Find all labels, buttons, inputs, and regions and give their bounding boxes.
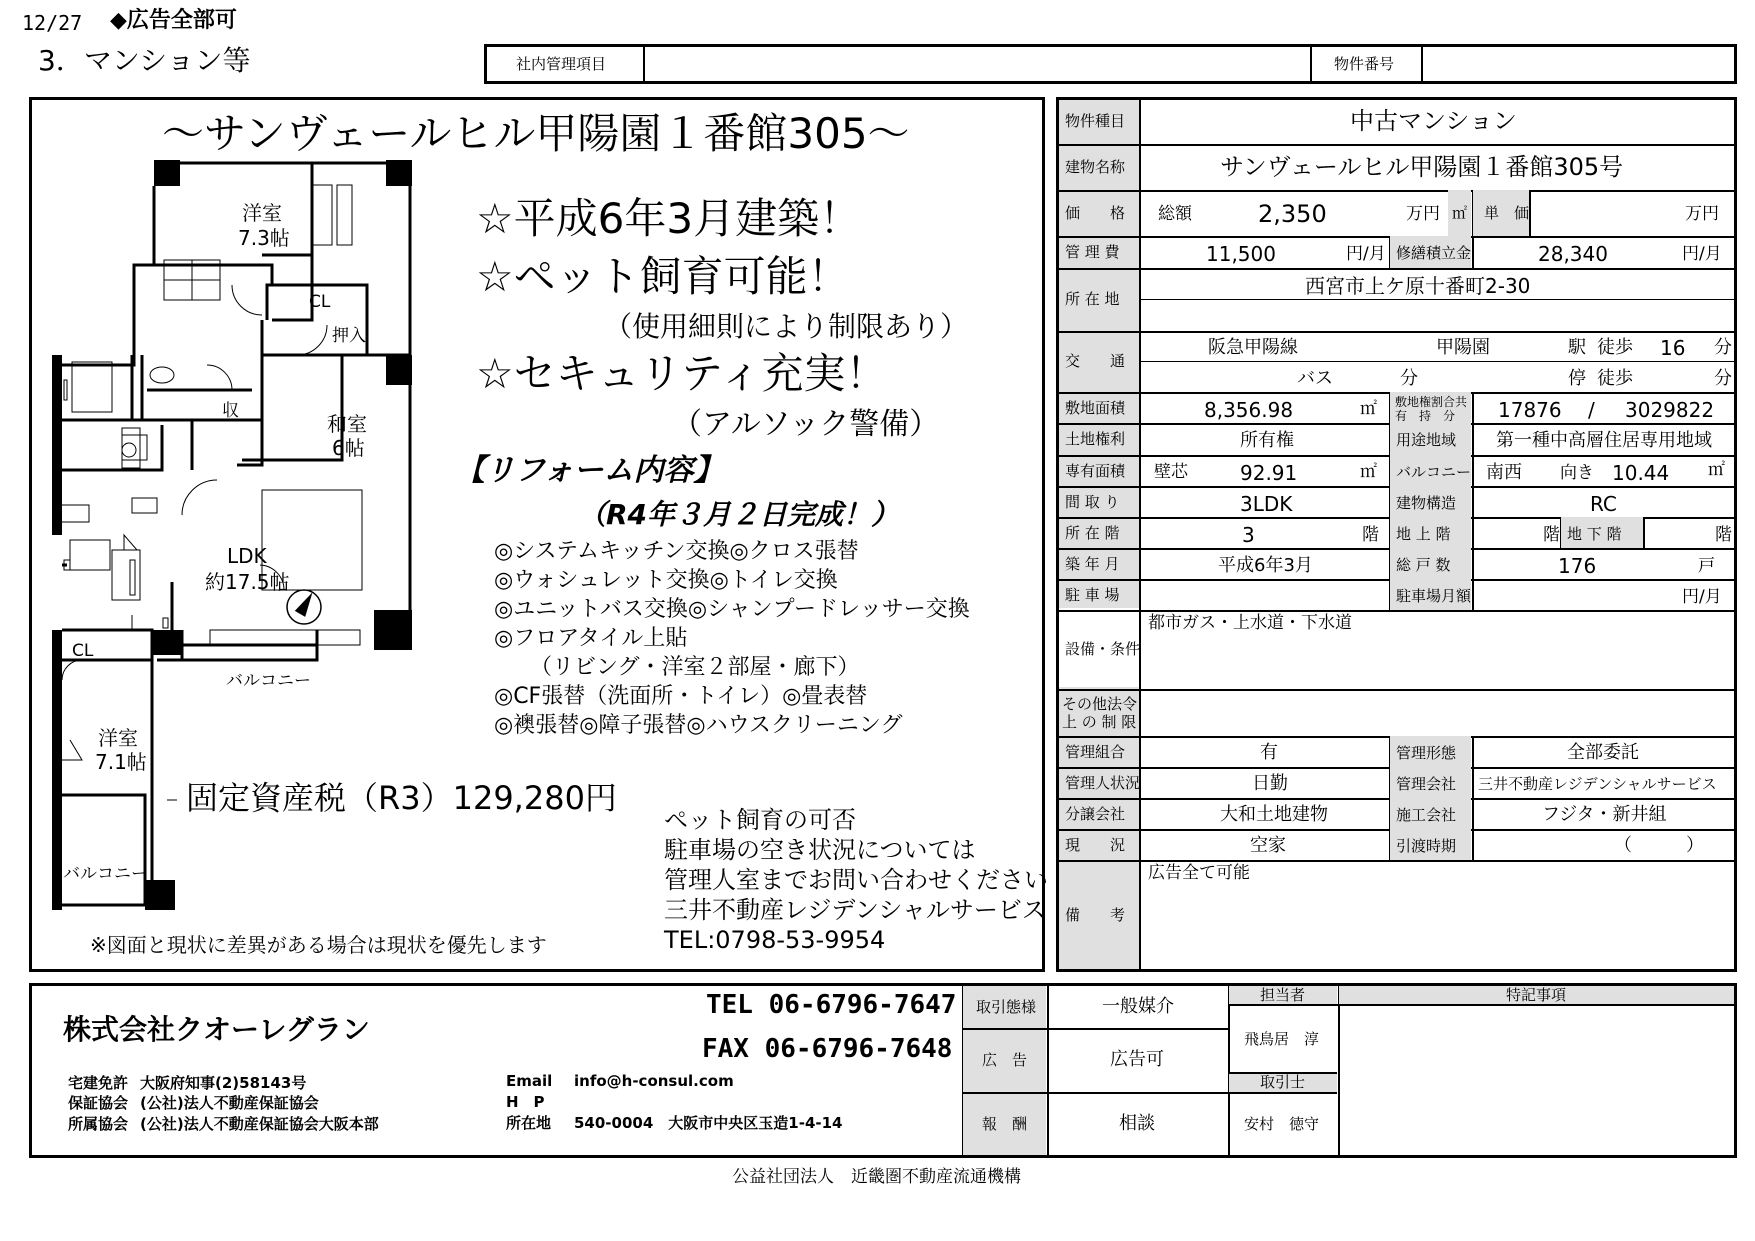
- label-hikiwatashi: 引渡時期: [1396, 837, 1457, 855]
- reform-title: 【リフォーム内容】: [455, 453, 724, 488]
- val-addr: 西宮市上ケ原十番町2-30: [1305, 274, 1531, 298]
- val-madori: 3LDK: [1240, 492, 1293, 516]
- fun2-label: 分: [1714, 368, 1732, 389]
- contact-line: 管理人室までお問い合わせください: [664, 866, 1048, 894]
- contact-line: 三井不動産レジデンシャルサービス: [664, 896, 1046, 924]
- plan-ldk: LDK: [227, 544, 267, 568]
- property-tax: 固定資産税（R3）129,280円: [186, 779, 617, 817]
- plan-room1: 洋室: [242, 201, 282, 225]
- plan-ldk-size: 約17.5帖: [205, 570, 290, 594]
- label-chusha: 駐 車 場: [1065, 586, 1120, 604]
- label-keitai: 管理形態: [1396, 744, 1457, 762]
- val-shubetsu: 中古マンション: [1350, 107, 1517, 135]
- label-senyu: 専有面積: [1065, 462, 1126, 480]
- label-setsubi: 設備・条件: [1065, 640, 1141, 658]
- val-bal-area: 10.44: [1612, 461, 1670, 485]
- wari-label2: 有 持 分: [1395, 409, 1456, 423]
- point-2: ☆ペット飼育可能！: [476, 252, 850, 301]
- muki-label: 向き: [1560, 463, 1594, 483]
- label-shuzen: 修繕積立金: [1396, 244, 1472, 262]
- plan-washitsu-size: 6帖: [332, 436, 365, 460]
- val-shiki: 8,356.98: [1204, 398, 1294, 422]
- val-shuzen: 28,340: [1538, 242, 1608, 266]
- bottom-org: 公益社団法人 近畿圏不動産流通機構: [732, 1167, 1021, 1187]
- tanto-label: 担当者: [1260, 986, 1306, 1004]
- val-kozo: RC: [1590, 492, 1617, 516]
- reform-item: ◎システムキッチン交換◎クロス張替: [494, 539, 859, 564]
- hosho-value: (公社)法人不動産保証協会: [140, 1094, 319, 1112]
- label-bunjo: 分譲会社: [1065, 805, 1126, 823]
- price-unit: 万円: [1406, 204, 1440, 224]
- val-genkyo: 空家: [1250, 835, 1286, 856]
- mgmt-label: 社内管理項目: [516, 55, 607, 73]
- shiki-unit: ㎡: [1360, 399, 1377, 419]
- office-addr: 540-0004 大阪市中央区玉造1-4-14: [574, 1114, 843, 1132]
- company-tel: TEL 06-6796-7647: [706, 990, 957, 1020]
- kanri-unit: 円/月: [1346, 244, 1386, 264]
- section-title: 3．マンション等: [38, 44, 251, 77]
- hekishin-label: 壁芯: [1154, 462, 1188, 482]
- plan-balcony1: バルコニー: [226, 671, 311, 691]
- plan-room2: 洋室: [98, 726, 138, 750]
- val-minutes: 16: [1660, 336, 1686, 360]
- shozoku-value: (公社)法人不動産保証協会大阪本部: [140, 1115, 379, 1133]
- reform-item: （リビング・洋室２部屋・廊下）: [530, 655, 860, 680]
- prop-no-label: 物件番号: [1334, 55, 1395, 73]
- val-yoto: 第一種中高層住居専用地域: [1496, 430, 1712, 451]
- val-seko: フジタ・新井組: [1542, 804, 1667, 825]
- label-kai: 所 在 階: [1065, 524, 1120, 542]
- reform-item: ◎ウォシュレット交換◎トイレ交換: [494, 568, 838, 593]
- label-chushag: 駐車場月額: [1396, 587, 1472, 605]
- reform-item: ◎CF張替（洗面所・トイレ）◎畳表替: [494, 684, 868, 709]
- label-kotsu: 交 通: [1065, 352, 1126, 370]
- point-5: （アルソック警備）: [672, 407, 940, 442]
- val-biko: 広告全て可能: [1148, 863, 1250, 883]
- plan-room2-size: 7.1帖: [95, 750, 147, 774]
- shuzen-unit: 円/月: [1682, 244, 1722, 264]
- chijo-unit: 階: [1543, 525, 1560, 545]
- reform-item: ◎襖張替◎障子張替◎ハウスクリーニング: [494, 713, 903, 738]
- point-1: ☆平成6年3月建築！: [476, 194, 862, 243]
- label-kanrinin: 管理人状況: [1065, 774, 1141, 792]
- ad-title: ～サンヴェールヒル甲陽園１番館305～: [162, 109, 910, 158]
- torihiki-value: 一般媒介: [1102, 996, 1174, 1017]
- contact-tel: TEL:0798-53-9954: [664, 926, 886, 954]
- email-link[interactable]: info@h-consul.com: [574, 1072, 734, 1090]
- label-addr: 所 在 地: [1065, 290, 1120, 308]
- label-genkyo: 現 況: [1065, 836, 1126, 854]
- reform-item: ◎フロアタイル上貼: [494, 626, 688, 651]
- label-kozo: 建物構造: [1396, 494, 1457, 512]
- label-hoka1: その他法令: [1062, 695, 1138, 713]
- soko-unit: 戸: [1698, 556, 1715, 576]
- val-senyu: 92.91: [1240, 461, 1298, 485]
- val-kanri: 11,500: [1206, 242, 1276, 266]
- eki-label: 駅: [1568, 337, 1586, 358]
- wari-slash: /: [1588, 398, 1595, 422]
- point-3: （使用細則により制限あり）: [604, 310, 969, 343]
- label-price: 価 格: [1065, 204, 1126, 222]
- label-kenri: 土地権利: [1065, 430, 1126, 448]
- val-bal-dir: 南西: [1486, 462, 1522, 483]
- contact-line: 駐車場の空き状況については: [664, 836, 976, 864]
- val-bunjo: 大和土地建物: [1220, 804, 1328, 825]
- label-chiku: 築 年 月: [1065, 555, 1120, 573]
- label-kanri: 管 理 費: [1065, 243, 1120, 261]
- point-4: ☆セキュリティ充実！: [476, 349, 888, 398]
- plan-cl1: CL: [309, 292, 331, 312]
- date: 12/27: [22, 11, 83, 35]
- label-balcony: バルコニー: [1396, 463, 1472, 481]
- senyu-unit: ㎡: [1360, 462, 1377, 482]
- label-seko: 施工会社: [1396, 806, 1457, 824]
- label-hoka2: 上 の 制 限: [1062, 713, 1137, 731]
- kokoku-label: 広 告: [982, 1051, 1028, 1069]
- company-name: 株式会社クオーレグラン: [63, 1013, 370, 1046]
- plan-balcony2: バルコニー: [63, 864, 148, 884]
- hosho-label: 保証協会: [68, 1094, 129, 1112]
- val-soko: 176: [1558, 554, 1597, 578]
- val-kanrinin: 日勤: [1252, 773, 1288, 794]
- reform-item: ◎ユニットバス交換◎シャンプードレッサー交換: [494, 597, 970, 622]
- label-chika: 地 下 階: [1567, 525, 1622, 543]
- compass-icon: [287, 589, 321, 624]
- torihikishi-value: 安村 徳守: [1244, 1115, 1320, 1133]
- plan-oshiire: 押入: [332, 326, 366, 346]
- label-soko: 総 戸 数: [1396, 556, 1451, 574]
- val-chiku: 平成6年3月: [1218, 555, 1313, 576]
- reform-subtitle: （R4年３月２日完成！）: [578, 498, 900, 531]
- plan-storage: 収: [222, 401, 239, 421]
- label-chijo: 地 上 階: [1396, 525, 1451, 543]
- val-name: サンヴェールヒル甲陽園１番館305号: [1220, 153, 1624, 181]
- label-kumiai: 管理組合: [1065, 743, 1126, 761]
- hp-label: H P: [506, 1093, 545, 1111]
- val-hikiwatashi: （ ）: [1614, 835, 1704, 856]
- sqm-mark: ㎡: [1452, 204, 1468, 222]
- torihiki-label: 取引態様: [976, 998, 1037, 1016]
- val-price: 2,350: [1258, 200, 1327, 228]
- label-biko: 備 考: [1065, 906, 1126, 924]
- tanka-unit: 万円: [1685, 204, 1719, 224]
- hoshu-label: 報 酬: [982, 1115, 1028, 1133]
- val-kai: 3: [1242, 523, 1255, 547]
- license-value: 大阪府知事(2)58143号: [140, 1074, 307, 1092]
- val-kumiai: 有: [1260, 742, 1278, 763]
- label-shubetsu: 物件種目: [1065, 112, 1126, 130]
- email-label: Email: [506, 1072, 553, 1090]
- kai-unit: 階: [1362, 525, 1379, 545]
- label-madori: 間 取 り: [1065, 493, 1120, 511]
- toho2-label: 徒歩: [1597, 368, 1633, 389]
- plan-details: [58, 185, 362, 800]
- hoshu-value: 相談: [1119, 1113, 1155, 1134]
- license-label: 宅建免許: [68, 1074, 129, 1092]
- label-kaisha: 管理会社: [1396, 775, 1457, 793]
- val-station: 甲陽園: [1436, 337, 1490, 358]
- tanto-value: 飛鳥居 淳: [1244, 1030, 1320, 1048]
- tanka-label: 単 価: [1484, 204, 1530, 222]
- shozoku-label: 所属協会: [68, 1115, 129, 1133]
- label-name: 建物名称: [1065, 158, 1126, 176]
- mgmt-bar: [484, 44, 1737, 84]
- val-line: 阪急甲陽線: [1208, 337, 1298, 358]
- plan-cl2: CL: [72, 641, 94, 661]
- plan-washitsu: 和室: [327, 412, 367, 436]
- val-wari-a: 17876: [1498, 398, 1562, 422]
- bal-unit: ㎡: [1708, 460, 1725, 480]
- tei-label: 停: [1568, 368, 1586, 389]
- torihikishi-label: 取引士: [1260, 1073, 1306, 1091]
- ad-note: ◆広告全部可: [110, 8, 237, 33]
- val-keitai: 全部委託: [1567, 742, 1639, 763]
- val-setsubi: 都市ガス・上水道・下水道: [1148, 613, 1352, 633]
- bus-label: バス: [1297, 368, 1333, 389]
- chika-unit: 階: [1715, 525, 1732, 545]
- val-wari-b: 3029822: [1625, 398, 1715, 422]
- fun1-label: 分: [1714, 337, 1732, 358]
- label-yoto: 用途地域: [1396, 431, 1457, 449]
- tokki-label: 特記事項: [1506, 986, 1567, 1004]
- val-kaisha: 三井不動産レジデンシャルサービス: [1478, 775, 1717, 793]
- price-total-label: 総額: [1158, 204, 1192, 224]
- wari-label1: 敷地権割合共: [1395, 395, 1468, 409]
- val-kenri: 所有権: [1240, 430, 1294, 451]
- label-shiki: 敷地面積: [1065, 399, 1126, 417]
- disclaimer: ※図面と現状に差異がある場合は現状を優先します: [90, 933, 547, 957]
- toho1-label: 徒歩: [1597, 337, 1633, 358]
- office-addr-label: 所在地: [506, 1114, 552, 1132]
- company-fax: FAX 06-6796-7648: [702, 1034, 953, 1064]
- bus-fun-label: 分: [1400, 368, 1418, 389]
- chushag-unit: 円/月: [1682, 587, 1722, 607]
- kokoku-value: 広告可: [1110, 1049, 1164, 1070]
- contact-line: ペット飼育の可否: [664, 806, 856, 834]
- plan-room1-size: 7.3帖: [238, 226, 290, 250]
